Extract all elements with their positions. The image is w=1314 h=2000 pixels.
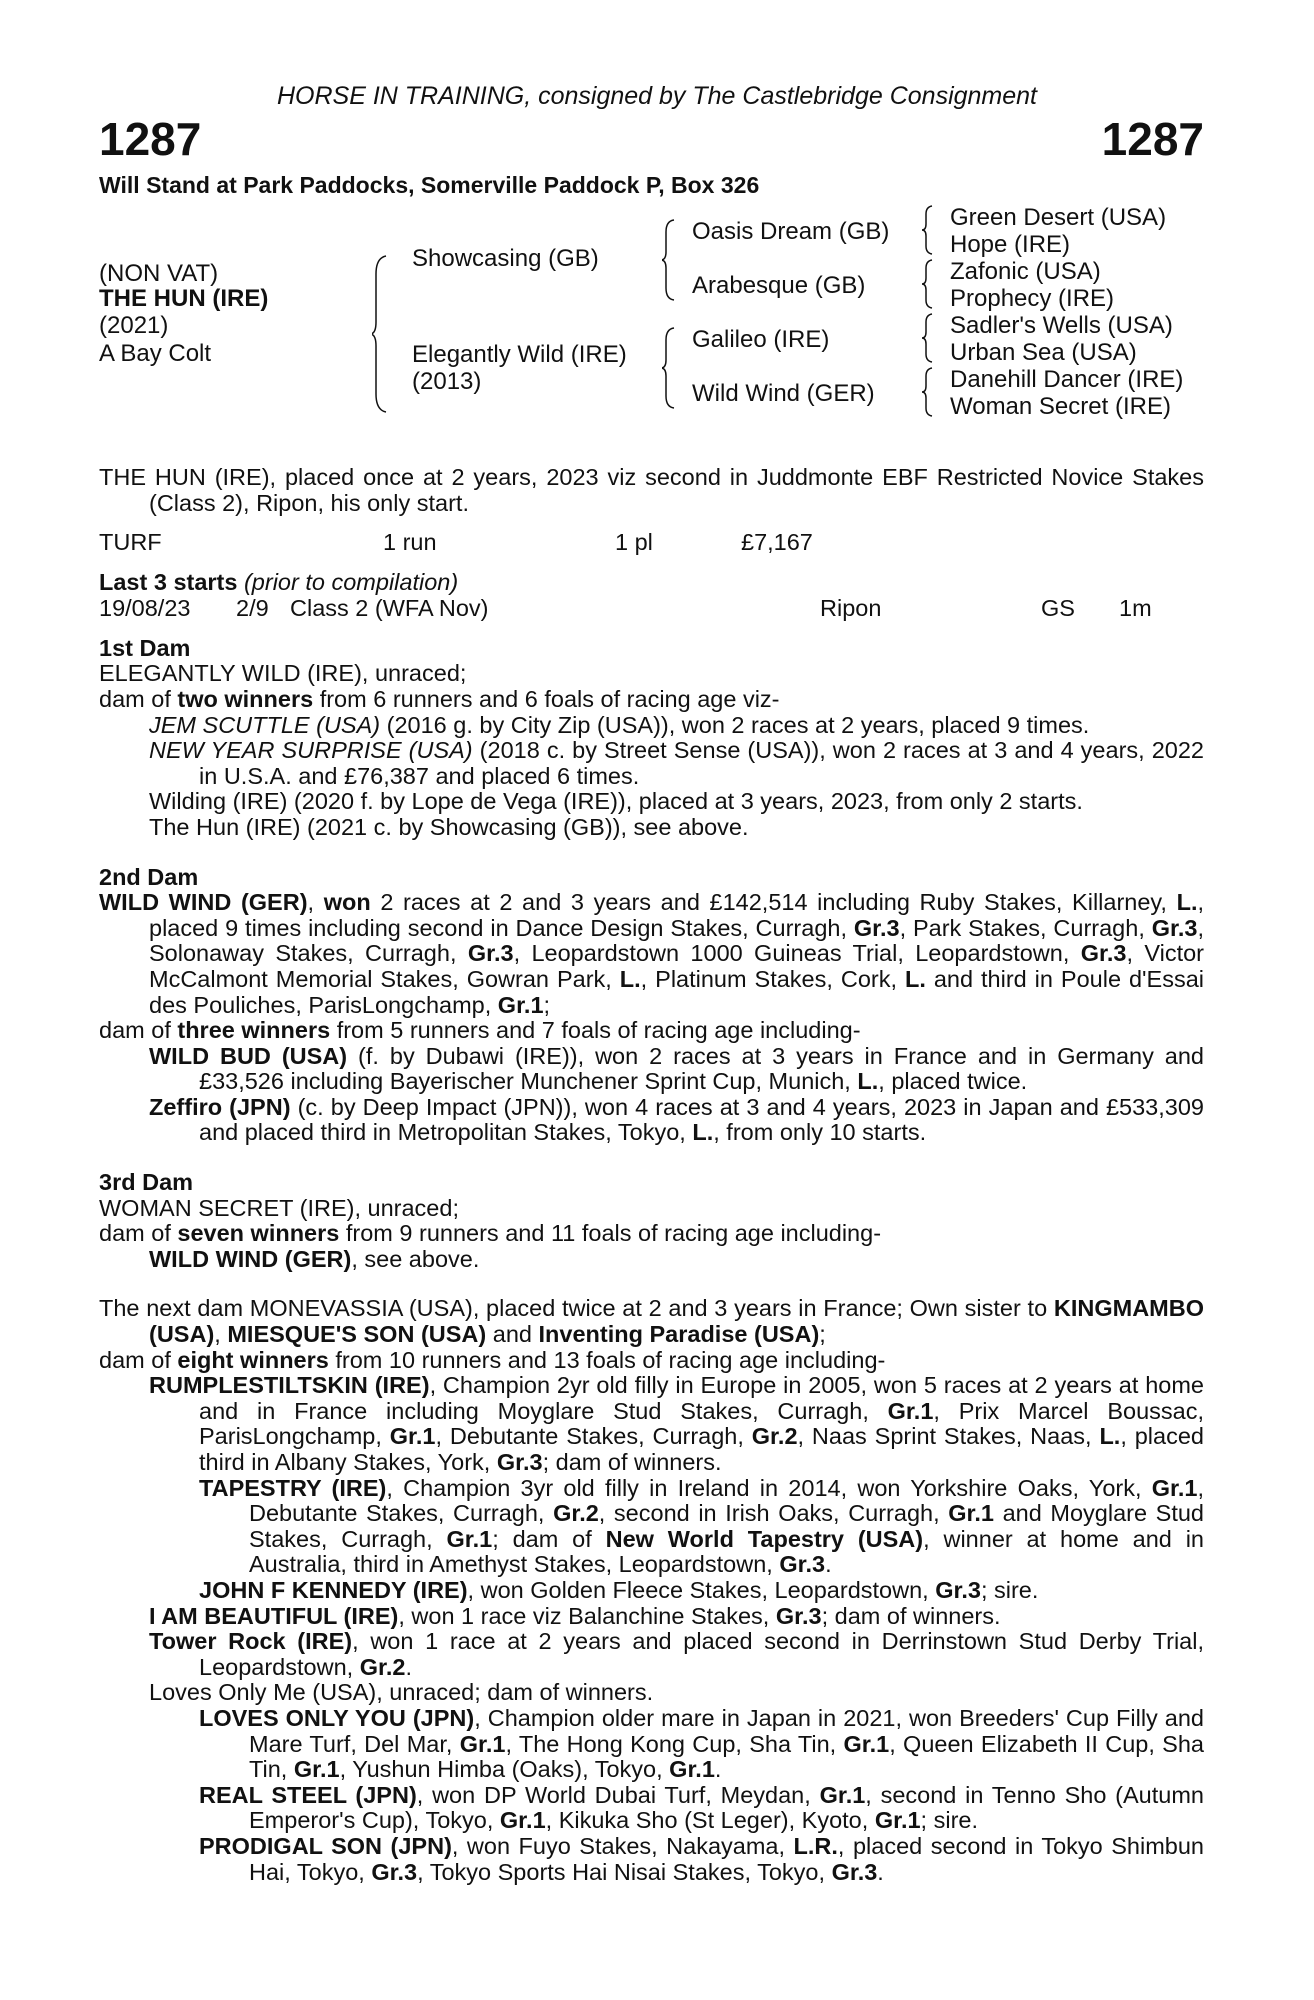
race-summary: THE HUN (IRE), placed once at 2 years, 2023 viz second in Juddmonte EBF Restricted Novice Stakes (Class 2), Ripon, his only start.	[99, 464, 1204, 516]
dam-sire: Galileo (IRE)	[692, 326, 830, 353]
brace-dam	[662, 326, 678, 410]
lot-number-left: 1287	[99, 113, 202, 165]
offspring-wild-wind: WILD WIND (GER), see above.	[149, 1245, 480, 1272]
offspring-prodigal-son: PRODIGAL SON (JPN), won Fuyo Stakes, Nakayama, L.R., placed second in Tokyo Shimbun Hai, Tokyo, Gr.3, Tokyo Sports Hai Nisai Stakes, Tokyo, Gr.3.	[199, 1832, 1204, 1885]
offspring-i-am-beautiful: I AM BEAUTIFUL (IRE), won 1 race viz Balanchine Stakes, Gr.3; dam of winners.	[149, 1602, 1001, 1629]
catalogue-body	[99, 465, 1204, 1885]
record-surface: TURF	[99, 529, 162, 556]
offspring-rumplestiltskin: RUMPLESTILTSKIN (IRE), Champion 2yr old filly in Europe in 2005, won 5 races at 2 years at home and in France including Moyglare Stud Stakes, Curragh, Gr.1, Prix Marcel Boussac, ParisLongchamp, Gr.1, Debutante Stakes, Curragh, Gr.2, Naas Sprint Stakes, Naas, L., placed third in Albany Stakes, York, Gr.3; dam of winners.	[149, 1372, 1204, 1475]
offspring-wilding: Wilding (IRE) (2020 f. by Lope de Vega (IRE)), placed at 3 years, 2023, from only 2 starts.	[149, 788, 1083, 815]
sire-dam: Arabesque (GB)	[692, 272, 866, 299]
last-starts-heading: Last 3 starts (prior to compilation)	[99, 569, 459, 596]
offspring-wild-bud: WILD BUD (USA) (f. by Dubawi (IRE)), won 2 races at 3 years in France and in Germany and £33,526 including Bayerischer Munchener Sprint Cup, Munich, L., placed twice.	[149, 1042, 1204, 1095]
offspring-tapestry: TAPESTRY (IRE), Champion 3yr old filly in Ireland in 2014, won Yorkshire Oaks, York, Gr.1, Debutante Stakes, Curragh, Gr.2, second in Irish Oaks, Curragh, Gr.1 and Moyglare Stud Stakes, Curragh, Gr.1; dam of New World Tapestry (USA), winner at home and in Australia, third in Amethyst Stakes, Leopardstown, Gr.3.	[199, 1474, 1204, 1578]
start-row	[99, 596, 1204, 622]
offspring-zeffiro: Zeffiro (JPN) (c. by Deep Impact (JPN)), won 4 races at 3 and 4 years, 2023 in Japan and £533,309 and placed third in Metropolitan Stakes, Tokyo, L., from only 10 starts.	[149, 1093, 1204, 1146]
brace-gen3-3	[922, 312, 936, 364]
horse-year: (2021)	[99, 312, 169, 339]
offspring-the-hun: The Hun (IRE) (2021 c. by Showcasing (GB)), see above.	[149, 813, 749, 840]
ancestor-green-desert: Green Desert (USA)	[950, 204, 1167, 231]
offspring-john-f-kennedy: JOHN F KENNEDY (IRE), won Golden Fleece Stakes, Leopardstown, Gr.3; sire.	[199, 1576, 1039, 1603]
brace-sire	[662, 218, 678, 302]
second-dam-heading: 2nd Dam	[99, 863, 199, 890]
third-dam-heading: 3rd Dam	[99, 1169, 194, 1196]
dam-dam: Wild Wind (GER)	[692, 380, 875, 407]
next-dam-produce: dam of eight winners from 10 runners and 13 foals of racing age including-	[99, 1346, 886, 1373]
record-runs: 1 run	[383, 529, 437, 556]
start-position: 2/9	[236, 594, 269, 621]
first-dam-produce: dam of two winners from 6 runners and 6 foals of racing age viz-	[99, 685, 780, 712]
ancestor-danehill-dancer: Danehill Dancer (IRE)	[950, 366, 1184, 393]
start-race: Class 2 (WFA Nov)	[290, 594, 489, 621]
first-dam-name: ELEGANTLY WILD (IRE), unraced;	[99, 660, 467, 687]
start-going: GS	[1041, 594, 1075, 621]
brace-gen3-4	[922, 366, 936, 418]
brace-gen3-1	[922, 204, 936, 256]
third-dam-produce: dam of seven winners from 9 runners and 11 foals of racing age including-	[99, 1220, 882, 1247]
third-dam-name: WOMAN SECRET (IRE), unraced;	[99, 1194, 459, 1221]
vat-status: (NON VAT)	[99, 260, 219, 287]
sire-sire: Oasis Dream (GB)	[692, 218, 890, 245]
brace-gen3-2	[922, 258, 936, 310]
ancestor-prophecy: Prophecy (IRE)	[950, 285, 1115, 312]
horse-name: THE HUN (IRE)	[99, 285, 269, 312]
offspring-new-year-surprise: NEW YEAR SURPRISE (USA) (2018 c. by Street Sense (USA)), won 2 races at 3 and 4 years, 2022 in U.S.A. and £76,387 and placed 6 times.	[149, 737, 1204, 789]
second-dam-record: WILD WIND (GER), won 2 races at 2 and 3 years and £142,514 including Ruby Stakes, Killarney, L., placed 9 times including second in Dance Design Stakes, Curragh, Gr.3, Park Stakes, Curragh, Gr.3, Solonaway Stakes, Curragh, Gr.3, Leopardstown 1000 Guineas Trial, Leopardstown, Gr.3, Victor McCalmont Memorial Stakes, Gowran Park, L., Platinum Stakes, Cork, L. and third in Poule d'Essai des Pouliches, ParisLongchamp, Gr.1;	[99, 889, 1205, 1018]
lot-number-right: 1287	[1101, 113, 1204, 165]
start-date: 19/08/23	[99, 594, 191, 621]
horse-description: A Bay Colt	[99, 340, 212, 367]
catalogue-heading: HORSE IN TRAINING, consigned by The Castlebridge Consignment	[276, 82, 1038, 110]
offspring-loves-only-you: LOVES ONLY YOU (JPN), Champion older mare in Japan in 2021, won Breeders' Cup Filly and Mare Turf, Del Mar, Gr.1, The Hong Kong Cup, Sha Tin, Gr.1, Queen Elizabeth II Cup, Sha Tin, Gr.1, Yushun Himba (Oaks), Tokyo, Gr.1.	[199, 1704, 1204, 1783]
brace-horse	[372, 254, 392, 414]
record-placed: 1 pl	[615, 529, 653, 556]
dam: Elegantly Wild (IRE)	[412, 341, 627, 368]
ancestor-zafonic: Zafonic (USA)	[950, 258, 1101, 285]
ancestor-woman-secret: Woman Secret (IRE)	[950, 393, 1171, 420]
first-dam-heading: 1st Dam	[99, 634, 191, 661]
ancestor-sadlers-wells: Sadler's Wells (USA)	[950, 312, 1173, 339]
next-dam-record: The next dam MONEVASSIA (USA), placed twice at 2 and 3 years in France; Own sister to KINGMAMBO (USA), MIESQUE'S SON (USA) and Inventing Paradise (USA);	[99, 1295, 1204, 1348]
start-course: Ripon	[820, 594, 882, 621]
offspring-tower-rock: Tower Rock (IRE), won 1 race at 2 years and placed second in Derrinstown Stud Derby Trial, Leopardstown, Gr.2.	[149, 1628, 1204, 1680]
offspring-jem-scuttle: JEM SCUTTLE (USA) (2016 g. by City Zip (USA)), won 2 races at 2 years, placed 9 times.	[149, 711, 1090, 738]
offspring-real-steel: REAL STEEL (JPN), won DP World Dubai Turf, Meydan, Gr.1, second in Tenno Sho (Autumn Emperor's Cup), Tokyo, Gr.1, Kikuka Sho (St Leger), Kyoto, Gr.1; sire.	[199, 1781, 1204, 1834]
ancestor-hope: Hope (IRE)	[950, 231, 1071, 258]
race-record	[99, 530, 1204, 556]
ancestor-urban-sea: Urban Sea (USA)	[950, 339, 1137, 366]
record-earnings: £7,167	[741, 529, 813, 556]
sire: Showcasing (GB)	[412, 245, 599, 272]
start-distance: 1m	[1119, 594, 1152, 621]
offspring-loves-only-me: Loves Only Me (USA), unraced; dam of winners.	[149, 1679, 654, 1706]
stand-location: Will Stand at Park Paddocks, Somerville Paddock P, Box 326	[99, 172, 760, 198]
dam-year: (2013)	[412, 368, 482, 395]
second-dam-produce: dam of three winners from 5 runners and 7 foals of racing age including-	[99, 1017, 861, 1044]
